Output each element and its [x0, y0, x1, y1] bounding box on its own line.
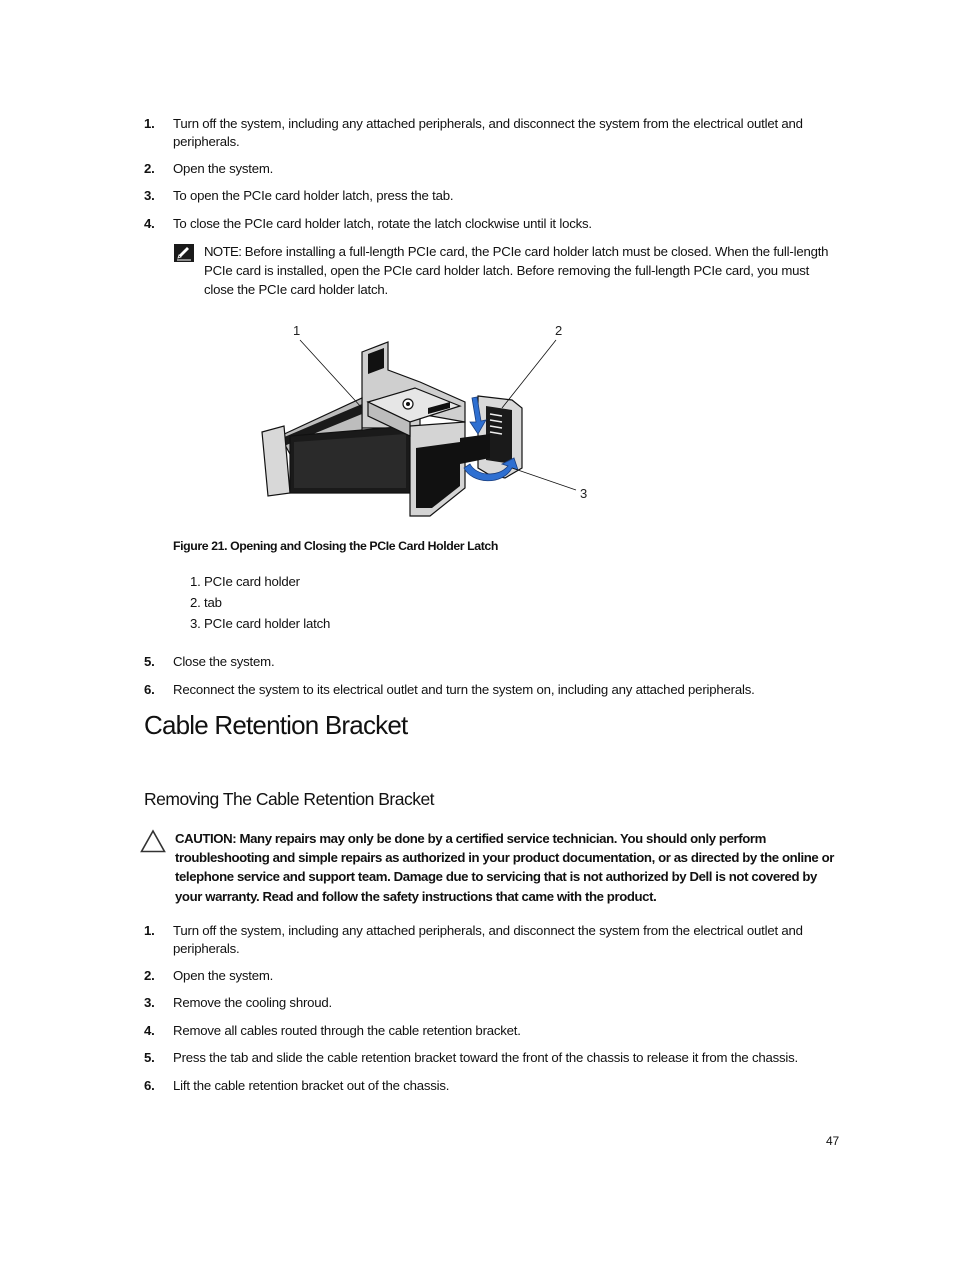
- step-text: Remove all cables routed through the cable retention bracket.: [173, 1023, 521, 1038]
- note-text: Before installing a full-length PCIe card, the PCIe card holder latch must be closed. When the full-length PCIe card is installed, open the PCIe card holder latch. Before removing the full-length PCIe card, you must close the PCIe card holder latch.: [204, 244, 829, 297]
- step-text: Lift the cable retention bracket out of the chassis.: [173, 1078, 450, 1093]
- step-number: 2.: [144, 161, 155, 176]
- section-title: Cable Retention Bracket: [144, 710, 408, 740]
- removal-step-4: [144, 1022, 844, 1040]
- step-4: [144, 215, 844, 233]
- step-text: Close the system.: [173, 654, 275, 669]
- caution-text: CAUTION: Many repairs may only be done by a certified service technician. You should only perform troubleshooting and simple repairs as authorized in your product documentation, or as directed by the online or telephone service and support team. Damage due to servicing that is not authorized by Dell is not covered by your warranty. Read and follow the safety instructions that came with the product.: [175, 831, 835, 904]
- figure-caption: Figure 21. Opening and Closing the PCIe Card Holder Latch: [173, 539, 498, 553]
- step-text: To open the PCIe card holder latch, press the tab.: [173, 188, 454, 203]
- removal-step-1: [144, 922, 844, 958]
- step-number: 2.: [144, 968, 155, 983]
- step-text: Turn off the system, including any attached peripherals, and disconnect the system from the electrical outlet and peripherals.: [173, 923, 803, 956]
- caution-triangle-icon: [140, 829, 166, 853]
- step-number: 3.: [144, 188, 155, 203]
- note-label: NOTE:: [204, 244, 242, 259]
- legend-item: 2. tab: [190, 595, 222, 610]
- step-1: [144, 115, 844, 151]
- step-3: [144, 187, 844, 205]
- figure-legend: [190, 571, 330, 634]
- step-2: [144, 160, 844, 178]
- step-number: 5.: [144, 1050, 155, 1065]
- step-5: [144, 653, 844, 671]
- removal-step-6: [144, 1077, 844, 1095]
- step-text: To close the PCIe card holder latch, rotate the latch clockwise until it locks.: [173, 216, 592, 231]
- step-text: Press the tab and slide the cable retention bracket toward the front of the chassis to release it from the chassis.: [173, 1050, 798, 1065]
- legend-item: 3. PCIe card holder latch: [190, 616, 331, 631]
- step-text: Open the system.: [173, 161, 274, 176]
- step-text: Reconnect the system to its electrical outlet and turn the system on, including any attached peripherals.: [173, 682, 755, 697]
- caution-box: [140, 829, 840, 906]
- step-number: 3.: [144, 995, 155, 1010]
- step-number: 4.: [144, 216, 155, 231]
- callout-2: 2: [555, 323, 563, 338]
- note-pencil-icon: [174, 244, 194, 262]
- step-number: 1.: [144, 923, 155, 938]
- step-number: 5.: [144, 654, 155, 669]
- step-text: Open the system.: [173, 968, 274, 983]
- callout-1: 1: [293, 323, 301, 338]
- step-6: [144, 681, 844, 699]
- callout-3: 3: [580, 486, 588, 501]
- note-box: [174, 242, 834, 299]
- removal-step-5: [144, 1049, 844, 1067]
- removal-step-3: [144, 994, 844, 1012]
- step-text: Remove the cooling shroud.: [173, 995, 333, 1010]
- removal-step-2: [144, 967, 844, 985]
- step-number: 4.: [144, 1023, 155, 1038]
- pcie-card-holder-illustration: [250, 318, 600, 524]
- step-number: 6.: [144, 1078, 155, 1093]
- page-number: 47: [826, 1134, 839, 1148]
- legend-item: 1. PCIe card holder: [190, 574, 300, 589]
- step-text: Turn off the system, including any attached peripherals, and disconnect the system from the electrical outlet and peripherals.: [173, 116, 803, 149]
- step-number: 6.: [144, 682, 155, 697]
- step-number: 1.: [144, 116, 155, 131]
- subsection-title: Removing The Cable Retention Bracket: [144, 789, 435, 809]
